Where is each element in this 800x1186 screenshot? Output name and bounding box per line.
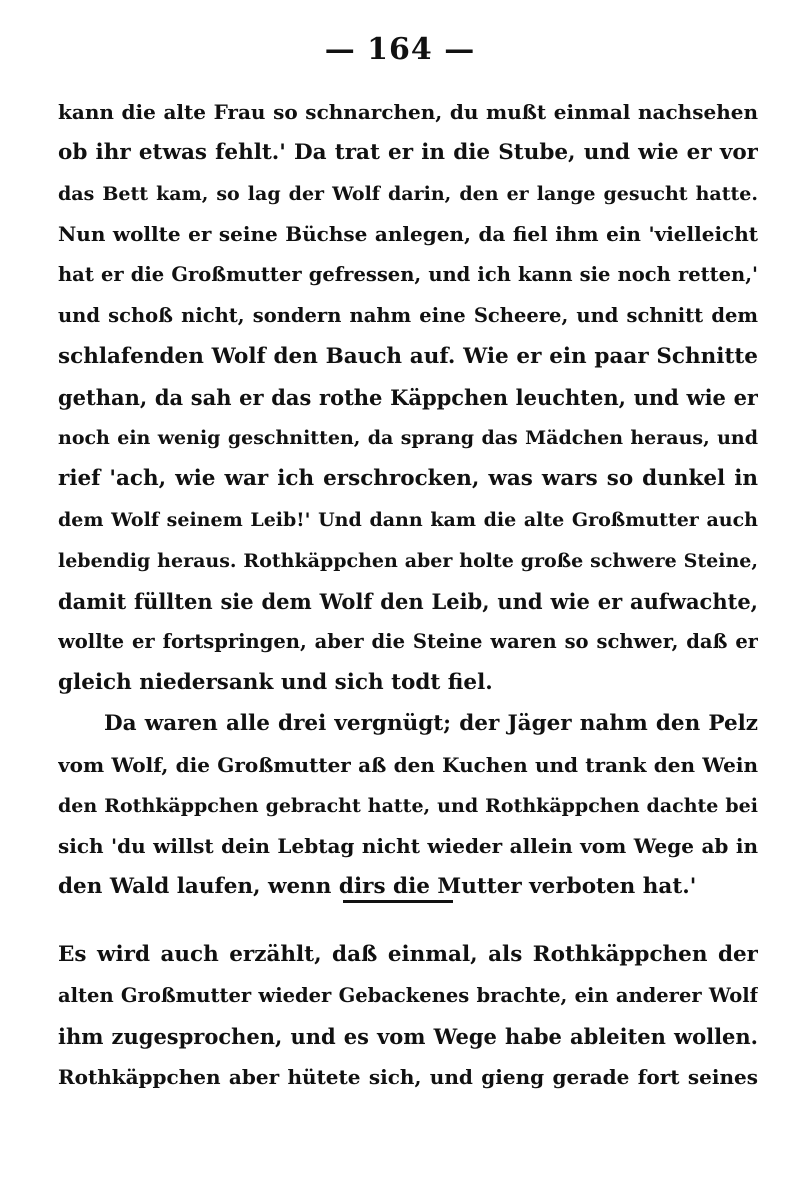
text-line: ob ihr etwas fehlt.' Da trat er in die Stube, und wie er vor [58,139,758,165]
page-number: — 164 — [324,32,476,67]
text-line: alten Großmutter wieder Gebackenes brachte, ein anderer Wolf [58,983,758,1007]
text-line: gleich niedersank und sich todt fiel. [58,670,493,696]
text-line: hat er die Großmutter gefressen, und ich kann sie noch retten,' [58,263,758,287]
section-divider [343,900,453,903]
text-line: dem Wolf seinem Leib!' Und dann kam die alte Großmutter auch [58,508,758,531]
text-line: den Wald laufen, wenn dirs die Mutter verboten hat.' [58,874,697,900]
text-line: Da waren alle drei vergnügt; der Jäger nahm den Pelz [104,710,758,736]
text-line: sich 'du willst dein Lebtag nicht wieder allein vom Wege ab in [58,834,758,859]
text-line: Es wird auch erzählt, daß einmal, als Rothkäppchen der [58,942,758,967]
text-line: Rothkäppchen aber hütete sich, und gieng gerade fort seines [58,1065,758,1090]
text-line: und schoß nicht, sondern nahm eine Scheere, und schnitt dem [58,303,758,327]
text-line: wollte er fortspringen, aber die Steine waren so schwer, daß er [58,630,758,654]
text-line: vom Wolf, die Großmutter aß den Kuchen und trank den Wein [58,752,758,777]
text-line: gethan, da sah er das rothe Käppchen leuchten, und wie er [58,384,758,410]
text-line: lebendig heraus. Rothkäppchen aber holte große schwere Steine, [58,549,758,572]
text-line: rief 'ach, wie war ich erschrocken, was wars so dunkel in [58,466,758,492]
text-line: das Bett kam, so lag der Wolf darin, den er lange gesucht hatte. [58,182,758,205]
text-line: ihm zugesprochen, und es vom Wege habe ableiten wollen. [58,1023,758,1049]
text-line: schlafenden Wolf den Bauch auf. Wie er ein paar Schnitte [58,343,758,369]
text-section-main [58,92,758,908]
text-section-continuation [58,935,758,1098]
text-line: damit füllten sie dem Wolf den Leib, und wie er aufwachte, [58,588,758,614]
text-line: noch ein wenig geschnitten, da sprang das Mädchen heraus, und [58,427,758,450]
text-line: Nun wollte er seine Büchse anlegen, da fiel ihm ein 'vielleicht [58,222,758,247]
text-line: kann die alte Frau so schnarchen, du mußt einmal nachsehen [58,100,758,124]
text-line: den Rothkäppchen gebracht hatte, und Rothkäppchen dachte bei [58,794,758,817]
